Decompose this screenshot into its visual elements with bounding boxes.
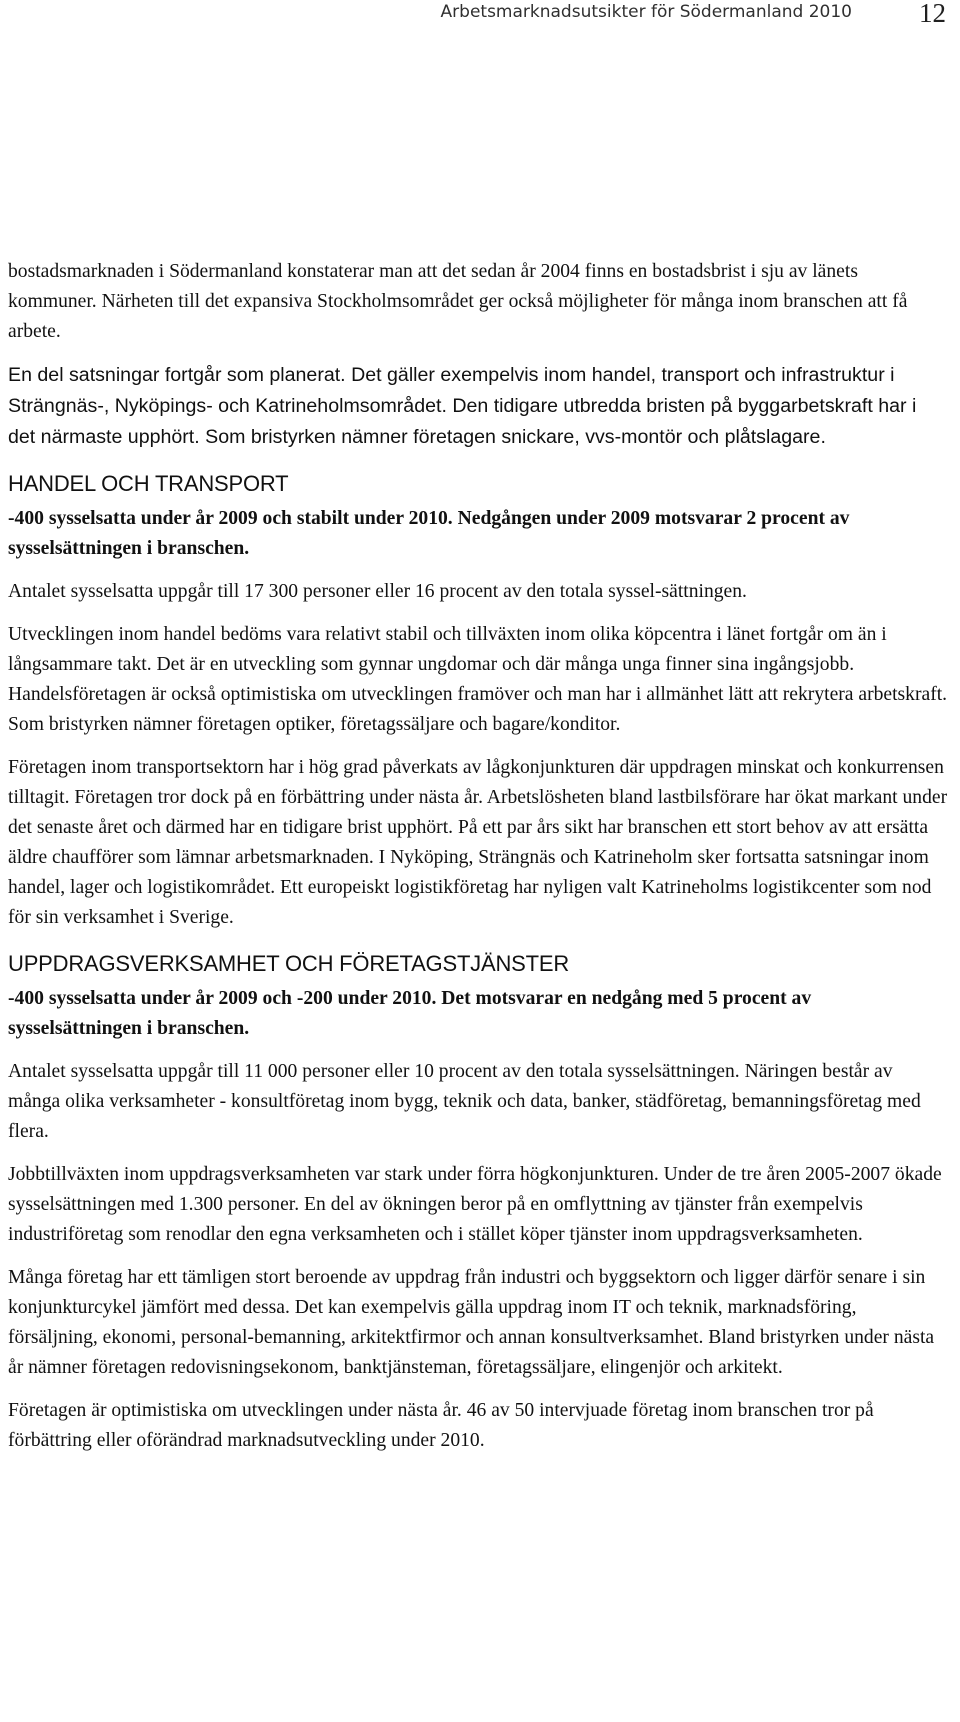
paragraph: bostadsmarknaden i Södermanland konstaterar man att det sedan år 2004 finns en bostadsbrist i sju av länets kommuner. Närheten till det expansiva Stockholmsområdet ger också möjligheter för många inom branschen att få arbete. bbox=[8, 261, 908, 342]
paragraph: Utvecklingen inom handel bedöms vara relativt stabil och tillväxten inom olika köpcentra i länet fortgår om än i långsammare takt. Det är en utveckling som gynnar ungdomar och där många unga finner sina ingångsjobb. Handelsföretagen är också optimistiska om utvecklingen framöver och man har i allmänhet lätt att rekrytera arbetskraft. Som bristyrken nämner företagen optiker, företagssäljare och bagare/konditor. bbox=[8, 624, 948, 735]
running-header bbox=[0, 0, 960, 40]
section-heading-uppdrag: UPPDRAGSVERKSAMHET OCH FÖRETAGSTJÄNSTER bbox=[8, 951, 570, 976]
page-number: 12 bbox=[919, 0, 946, 28]
text-run: En del satsningar fortgår som planerat. bbox=[8, 364, 346, 386]
paragraph: Företagen inom transportsektorn har i hög grad påverkats av lågkonjunkturen där uppdragen minskat och konkurrensen tilltagit. Företagen tror dock på en förbättring under nästa år. Arbetslösheten bland lastbilsförare har ökat markant under det senaste året och därmed har en tidigare brist upphört. På ett par års sikt har branschen ett stort behov av att ersätta äldre chaufförer som lämnar arbetsmarknaden. I Nyköping, Strängnäs och Katrineholm sker fortsatta satsningar inom handel, lager och logistikområdet. Ett europeiskt logistikföretag har nyligen valt Katrineholms logistikcenter som nod för sin verksamhet i Sverige. bbox=[8, 757, 948, 928]
text-run: Den tidigare utbredda bristen på byggarbetskraft har i det närmaste upphört. bbox=[8, 395, 917, 448]
text-run: Som bristyrken nämner företagen snickare, vvs-montör och plåtslagare. bbox=[199, 426, 826, 448]
paragraph bbox=[8, 360, 948, 453]
paragraph: Jobbtillväxten inom uppdragsverksamheten var stark under förra högkonjunkturen. Under de tre åren 2005-2007 ökade sysselsättningen med 1.300 personer. En del av ökningen beror på en omflyttning av tjänster från exempelvis industriföretag som renodlar den egna verksamheten och i stället köper tjänster inom uppdragsverksamheten. bbox=[8, 1164, 942, 1245]
section-lead: -400 sysselsatta under år 2009 och stabilt under 2010. Nedgången under 2009 motsvarar 2 procent av sysselsättningen i branschen. bbox=[8, 508, 850, 559]
section-heading-handel: HANDEL OCH TRANSPORT bbox=[8, 471, 289, 496]
paragraph: Företagen är optimistiska om utvecklingen under nästa år. 46 av 50 intervjuade företag inom branschen tror på förbättring eller oförändrad marknadsutveckling under 2010. bbox=[8, 1400, 874, 1451]
section-lead: -400 sysselsatta under år 2009 och -200 under 2010. Det motsvarar en nedgång med 5 procent av sysselsättningen i branschen. bbox=[8, 988, 812, 1039]
header-title: Arbetsmarknadsutsikter för Södermanland 2010 bbox=[440, 2, 852, 22]
paragraph: Många företag har ett tämligen stort beroende av uppdrag från industri och byggsektorn och ligger därför senare i sin konjunkturcykel jämfört med dessa. Det kan exempelvis gälla uppdrag inom IT och teknik, marknadsföring, försäljning, ekonomi, personal-bemanning, arkitektfirmor och annan konsultverksamhet. Bland bristyrken under nästa år nämner företagen redovisningsekonom, banktjänsteman, företagssäljare, elingenjör och arkitekt. bbox=[8, 1267, 935, 1378]
paragraph: Antalet sysselsatta uppgår till 17 300 personer eller 16 procent av den totala syssel-sättningen. bbox=[8, 581, 747, 602]
text-run: Det gäller exempelvis inom handel, transport och infrastruktur i Strängnäs-, Nyköpings- och Katrineholmsområdet. bbox=[8, 364, 895, 417]
paragraph: Antalet sysselsatta uppgår till 11 000 personer eller 10 procent av den totala sysselsättningen. Näringen består av många olika verksamheter - konsultföretag inom bygg, teknik och data, banker, städföretag, bemanningsföretag med flera. bbox=[8, 1061, 921, 1142]
body-text bbox=[8, 257, 948, 1469]
